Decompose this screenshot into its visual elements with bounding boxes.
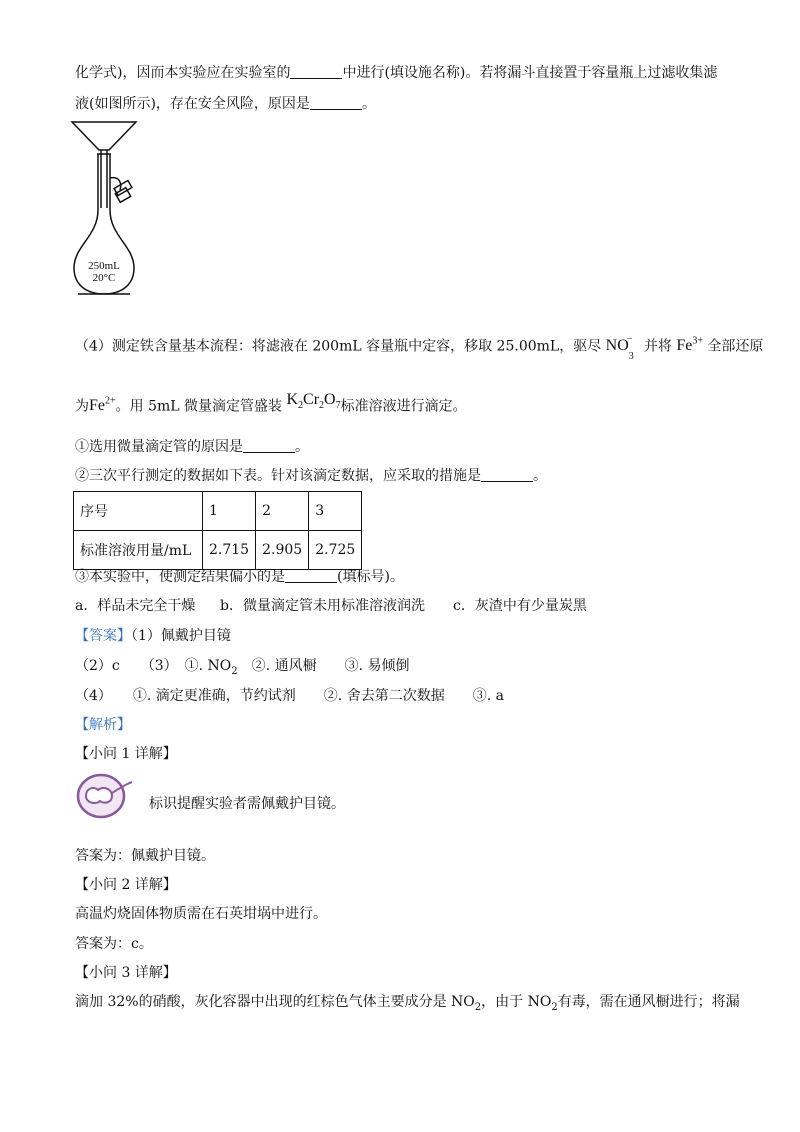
intro-line-1	[75, 63, 717, 83]
q1-heading: 【小问 1 详解】	[75, 746, 177, 762]
q4-text-2: 并将	[643, 338, 672, 355]
option-c: c．灰渣中有少量炭黑	[453, 598, 587, 614]
answer-blank	[285, 568, 337, 583]
intro-line-1-b: 中进行(填设施名称)。若将漏斗直接置于容量瓶上过滤收集滤	[342, 65, 718, 81]
intro-line-1-a: 化学式)，因而本实验应在实验室的	[75, 65, 291, 81]
intro-line-2-a: 液(如图所示)，存在安全风险，原因是	[75, 96, 310, 112]
flask-temp-label: 20°C	[92, 272, 116, 284]
q4-line-1	[75, 330, 763, 365]
formula-fe2-ion: $Fe^{2+}$	[89, 396, 116, 415]
answer-line-1: 【答案】（1）佩戴护目镜	[75, 628, 231, 644]
formula-no3-ion: $NO_3^-$	[605, 334, 634, 362]
answer-line-3: （4） ①. 滴定更准确，节约试剂 ②. 舍去第二次数据 ③. a	[75, 688, 504, 704]
table-cell: 2.905	[256, 531, 309, 570]
sub-question-3: ③本实验中，使测定结果偏小的是 (填标号)。	[75, 569, 404, 585]
table-cell: 1	[203, 492, 256, 531]
options-line	[75, 596, 587, 616]
option-b: b．微量滴定管未用标准溶液润洗	[220, 598, 425, 614]
intro-line-2-b: 。	[361, 96, 376, 112]
table-cell: 3	[309, 492, 362, 531]
q4-text-6: 标准溶液进行滴定。	[340, 398, 467, 415]
answer-blank	[310, 95, 362, 110]
option-a: a．样品未完全干燥	[75, 598, 196, 614]
safety-goggles-icon	[76, 772, 136, 820]
volumetric-flask-with-funnel	[70, 118, 160, 303]
answer-line-2: （2）c （3） ①. $NO_2$ ②. 通风橱 ③. 易倾倒	[75, 658, 410, 677]
flask-volume-label: 250mL	[88, 260, 120, 272]
table-cell: 标准溶液用量/mL	[74, 531, 203, 570]
q1-text: 标识提醒实验者需佩戴护目镜。	[149, 796, 345, 812]
table-cell: 2.715	[203, 531, 256, 570]
titration-data-table	[73, 491, 362, 570]
q2-heading: 【小问 2 详解】	[75, 877, 177, 893]
q1-answer: 答案为：佩戴护目镜。	[75, 848, 215, 864]
answer-blank	[243, 438, 295, 453]
sub-question-2: ②三次平行测定的数据如下表。针对该滴定数据，应采取的措施是 。	[75, 468, 547, 484]
q4-text-5: 。用 5mL 微量滴定管盛装	[115, 398, 283, 415]
q4-text-1: （4）测定铁含量基本流程：将滤液在 200mL 容量瓶中定容，移取 25.00mL，驱尽	[75, 338, 602, 355]
answer-blank	[481, 467, 533, 482]
q4-line-2	[75, 390, 467, 425]
table-cell: 序号	[74, 492, 203, 531]
sub-question-1: ①选用微量滴定管的原因是 。	[75, 439, 309, 455]
q2-text: 高温灼烧固体物质需在石英坩埚中进行。	[75, 906, 327, 922]
answer-blank	[290, 64, 342, 79]
q4-text-3: 全部还原	[707, 338, 764, 355]
q4-text-4: 为	[75, 398, 89, 415]
answer-tag: 【答案】	[75, 628, 131, 644]
table-cell: 2	[256, 492, 309, 531]
q2-answer: 答案为：c。	[75, 936, 153, 952]
analysis-tag-line	[75, 715, 131, 735]
q3-text: 滴加 32%的硝酸，灰化容器中出现的红棕色气体主要成分是 $NO_2$，由于 $NO_2$有毒，需在通风橱进行；将漏	[75, 994, 740, 1013]
formula-k2cr2o7: $K_2Cr_2O_7$	[286, 391, 341, 412]
intro-line-2	[75, 94, 376, 114]
q3-heading: 【小问 3 详解】	[75, 965, 177, 981]
formula-fe3-ion: $Fe^{3+}$	[676, 336, 703, 355]
table-cell: 2.725	[309, 531, 362, 570]
analysis-tag: 【解析】	[75, 717, 131, 733]
table-row	[74, 492, 362, 531]
table-row	[74, 531, 362, 570]
